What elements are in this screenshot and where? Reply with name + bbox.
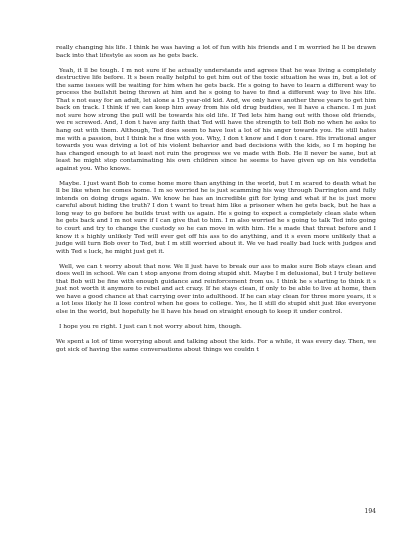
paragraph-4: Well, we can t worry about that now. We ll just have to break our ass to make sure Bob stays clean and does well in school. We can t stop anyone from doing stupid shit. Maybe I m delusional, but I truly believe that Bob will be fine with enough guidance and reinforcement from us. I think he s starting to think it s just not worth it anymore to rebel and act crazy. If he stays clean, if only to be able to live at home, then we have a good chance at that carrying over into adulthood. If he can stay clean for three more years, it s a lot less likely he ll lose control when he goes to college. Yes, he ll still do stupid shit just like everyone else in the world, but hopefully he ll have his head on straight enough to keep it under control. — [56, 262, 376, 315]
paragraph-6: We spent a lot of time worrying about and talking about the kids. For a while, it was every day. Then, we got sick of having the same conversations about things we couldn t — [56, 338, 376, 353]
page-number: 194 — [364, 508, 376, 515]
paragraph-5: I hope you re right. I just can t not worry about him, though. — [59, 323, 242, 331]
body-text — [56, 44, 376, 361]
paragraph-1: really changing his life. I think he was having a lot of fun with his friends and I m worried he ll be drawn back into that lifestyle as soon as he gets back. — [56, 44, 376, 59]
paragraph-3: Maybe. I just want Bob to come home more than anything in the world, but I m scared to death what he ll be like when he comes home. I m so worried he is just scamming his way through Darrington and fully intends on doing drugs again. We know he has an incredible gift for lying and what if he is just more careful about hiding the truth? I don t want to treat him like a prisoner when he gets back, but he has a long way to go before he builds trust with us again. He s going to expect a completely clean slate when he gets back and I m not sure if I can give that to him. I m also worried he s going to talk Ted into going to court and try to change the custody so he can move in with him. He s made that threat before and I know it s highly unlikely Ted will ever get off his ass to do anything, and it s even more unlikely that a judge will turn Bob over to Ted, but I m still worried about it. We ve had really bad luck with judges and with Ted s luck, he might just get it. — [56, 179, 376, 255]
paragraph-2: Yeah, it ll be tough. I m not sure if he actually understands and agrees that he was living a completely destructive life before. It s been really helpful to get him out of the toxic situation he was in, but a lot of the same issues will be waiting for him when he gets back. He s going to have to learn a different way to process the bullshit being thrown at him and he s going to have to find a different way to live his life. That s not easy for an adult, let alone a 15 year-old kid. And, we only have another three years to get him back on track. I think if we can keep him away from his old drug buddies, we ll have a chance. I m just not sure how strong the pull will be towards his old life. If Ted lets him hang out with those old friends, we re screwed. And, I don t have any faith that Ted will have the strength to tell Bob no when he asks to hang out with them. Although, Ted does seem to have lost a lot of his anger towards you. He still hates me with a passion, but I think he s fine with you. Why, I don t know and I don t care. His irrational anger towards you was driving a lot of his violent behavior and bad decisions with the kids, so I m hoping he has changed enough to at least not ruin the progress we ve made with Bob. He ll never be sane, but at least he might stop contaminating his own children since he seems to have given up on his vendetta against you. Who knows. — [56, 66, 376, 172]
